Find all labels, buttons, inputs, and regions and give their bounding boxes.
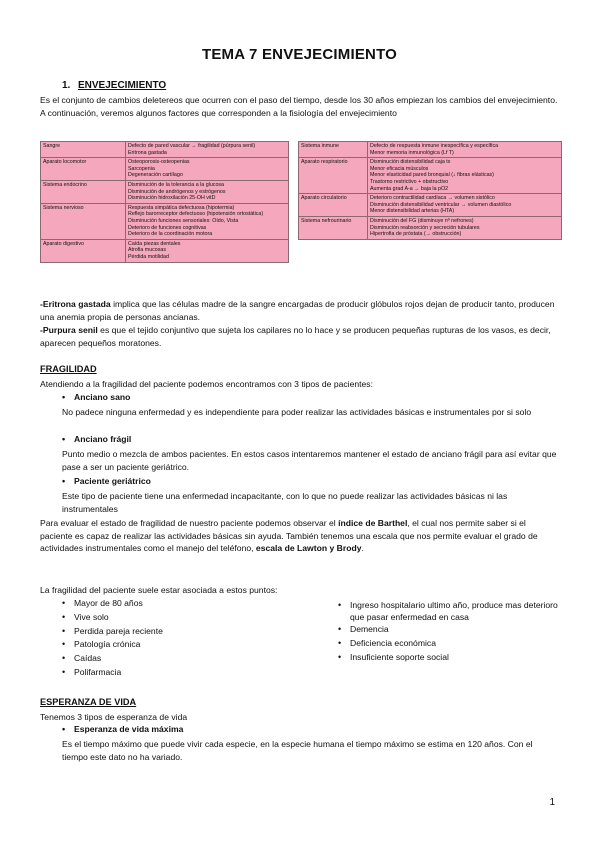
list-item-text: Mayor de 80 años	[74, 598, 143, 608]
list-item	[62, 625, 322, 639]
bullet-icon: •	[338, 624, 342, 634]
type-name: Paciente geriátrico	[74, 476, 151, 486]
table-row	[41, 180, 289, 203]
type-name: Anciano sano	[74, 392, 131, 402]
list-item	[62, 652, 322, 666]
bullet-icon: •	[62, 625, 66, 636]
table-row	[299, 142, 562, 158]
type-desc: Este tipo de paciente tiene una enfermedad incapacitante, con lo que no puede realizar las actividades básicas ni las instrumentales	[62, 491, 508, 514]
esperanza-intro: Tenemos 3 tipos de esperanza de vida	[40, 712, 188, 722]
effect-line: Menor eficacia músculos	[370, 165, 429, 172]
system-cell: Aparato respiratorio	[299, 158, 368, 194]
esperanza-item-name: Esperanza de vida máxima	[74, 724, 184, 734]
lawton-brody-term: escala de Lawton y Brody	[255, 543, 362, 553]
list-item-text: Deficiencia económica	[350, 637, 436, 648]
barthel-paragraph	[40, 517, 560, 555]
list-item	[338, 651, 560, 665]
document-title: TEMA 7 ENVEJECIMIENTO	[201, 46, 398, 63]
table-row	[299, 216, 562, 239]
effects-cell	[126, 239, 289, 262]
bullet-icon: •	[62, 666, 66, 677]
table-row	[41, 239, 289, 262]
effect-line: Disminución hidroxilación 25-OH vitD	[128, 195, 216, 202]
system-cell: Aparato locomotor	[41, 158, 126, 181]
section-title: ENVEJECIMIENTO	[78, 80, 167, 91]
effect-line: Disminución reabsorción y secreción tubulares	[370, 224, 480, 231]
effect-line: Atrofia mucosas	[128, 247, 166, 254]
esperanza-item	[62, 724, 183, 734]
bullet-icon: •	[62, 476, 66, 486]
effect-line: Defecto de respuesta inmune inespecífica y específica	[370, 143, 499, 149]
effect-line: Disminución distensibilidad ventricular → volumen diastólico	[370, 201, 512, 208]
bullet-icon: •	[62, 724, 66, 734]
effect-line: Menor elasticidad pared bronquial (↓ fibras elásticas)	[370, 172, 494, 179]
points-list-right	[338, 599, 560, 664]
definition-term: -Purpura senil	[40, 325, 98, 335]
list-item-text: Insuficiente soporte social	[350, 651, 449, 662]
list-item	[62, 666, 322, 680]
list-item	[62, 597, 322, 611]
effects-cell	[368, 142, 562, 158]
effect-line: Aumenta grad A-a → baja la pO2	[370, 185, 449, 192]
list-item-text: Patología crónica	[74, 639, 141, 650]
table-row	[299, 194, 562, 217]
definition-term: -Eritrona gastada	[40, 299, 111, 309]
effects-cell	[126, 158, 289, 181]
effect-line: Respuesta simpática defectuosa (hipotermia)	[128, 204, 235, 211]
section-number: 1.	[62, 80, 71, 91]
effect-line: Disminución funciones sensoriales: Oído, Vista	[128, 217, 239, 224]
bullet-icon: •	[338, 637, 342, 648]
heading-esperanza-de-vida: ESPERANZA DE VIDA	[40, 697, 137, 707]
effects-cell	[368, 194, 562, 217]
type-anciano-sano	[62, 392, 130, 402]
table-row	[41, 142, 289, 158]
effect-line: Menor distensibilidad arterias (HTA)	[370, 208, 455, 215]
effect-line: Osteoporosis-osteopenias	[128, 159, 190, 166]
effect-line: Caída piezas dentales	[128, 240, 181, 247]
effects-cell	[368, 216, 562, 239]
system-cell: Sistema nervioso	[41, 203, 126, 239]
definition-text: implica que las células madre de la sangre encargadas de producir glóbulos rojos dejan de producir tanto, producen una anemia propia de personas ancianas.	[40, 299, 555, 322]
type-anciano-fragil	[62, 434, 131, 444]
bullet-icon: •	[62, 653, 66, 664]
system-cell: Aparato digestivo	[41, 239, 126, 262]
list-item	[62, 638, 322, 652]
heading-fragilidad: FRAGILIDAD	[40, 364, 97, 374]
bullet-icon: •	[62, 392, 66, 402]
list-item-text: Polifarmacia	[74, 666, 122, 677]
effect-line: Pérdida motilidad	[128, 253, 169, 260]
page-number: 1	[549, 797, 555, 808]
type-desc: No padece ninguna enfermedad y es independiente para poder realizar las actividades básicas e instrumentales por si solo	[62, 407, 532, 417]
definition-eritrona	[40, 298, 560, 323]
effect-line: Disminución distensibilidad caja tx	[370, 159, 451, 166]
physiology-table-right	[298, 141, 562, 240]
system-cell: Sistema endocrino	[41, 180, 126, 203]
table-row	[41, 203, 289, 239]
effects-cell	[368, 158, 562, 194]
bullet-icon: •	[62, 434, 66, 444]
table-row	[41, 158, 289, 181]
effect-line: Hipertrofia de próstata (→ obstrucción)	[370, 231, 462, 238]
system-cell: Sangre	[41, 142, 126, 158]
effect-line: Degeneración cartílago	[128, 172, 183, 179]
effect-line: Menor memoria inmunológica (Lf T)	[370, 149, 454, 156]
bullet-icon: •	[338, 651, 342, 662]
barthel-index-term: índice de Barthel	[338, 518, 408, 528]
esperanza-desc: Es el tiempo máximo que puede vivir cada especie, en la especie humana el tiempo máximo se estima en 120 años. Con el tiempo este dato no ha variado.	[62, 739, 533, 762]
effect-line: Sarcopenia	[128, 165, 155, 172]
list-item-text: Ingreso hospitalario ultimo año, produce mas deterioro que pasar enfermedad en casa	[350, 600, 558, 622]
type-name: Anciano frágil	[74, 434, 132, 444]
effect-line: Deterioro de funciones cognitivas	[128, 224, 207, 231]
intro-paragraph: Es el conjunto de cambios deletereos que ocurren con el paso del tiempo, desde los 30 años empiezan los cambios del envejecimiento. A continuación, veremos algunos factores que corresponden a la fisiología del envejecimiento	[40, 95, 558, 118]
points-intro: La fragilidad del paciente suele estar asociada a estos puntos:	[40, 585, 278, 595]
barthel-text: Para evaluar el estado de fragilidad de nuestro paciente podemos observar el	[40, 518, 339, 528]
list-item-text: Caídas	[74, 653, 102, 664]
effects-cell	[126, 203, 289, 239]
barthel-text: .	[361, 543, 364, 553]
effect-line: Disminución de andrógenos y estrógenos	[128, 188, 226, 195]
list-item-text: Vive solo	[74, 611, 109, 622]
effect-line: Reflejo barorreceptor defectuoso (hipotensión ortostática)	[128, 211, 264, 218]
system-cell: Aparato circulatorio	[299, 194, 368, 217]
definition-purpura	[40, 324, 560, 349]
section-heading-envejecimiento	[62, 80, 166, 91]
physiology-table-left	[40, 141, 289, 263]
effect-line: Disminución de la tolerancia a la glucosa	[128, 181, 224, 188]
effects-cell	[126, 142, 289, 158]
bullet-icon: •	[62, 611, 66, 622]
list-item	[338, 623, 560, 637]
effect-line: Eritrona gastada	[128, 149, 167, 156]
list-item-text: Perdida pareja reciente	[74, 625, 163, 636]
effects-cell	[126, 180, 289, 203]
definition-text: es que el tejido conjuntivo que sujeta los capilares no lo hace y se producen pequeñas rupturas de los vasos, es decir, aparecen pequeños moratones.	[40, 325, 551, 348]
bullet-icon: •	[62, 639, 66, 650]
barthel-text: , el cual nos permite saber si el paciente es capaz de realizar las actividades básicas sin ayuda. También tenemos una escala que nos permite evaluar el grado de actividades instrumentales como el manejo del teléfono,	[40, 518, 538, 553]
effect-line: Deterioro de la coordinación motora	[128, 231, 213, 238]
type-paciente-geriatrico	[62, 476, 151, 486]
list-item-text: Demencia	[350, 624, 389, 634]
bullet-icon: •	[338, 600, 342, 610]
list-item	[338, 599, 560, 623]
effect-line: Disminución del FG (disminuye nº nefrones)	[370, 217, 474, 224]
system-cell: Sistema nefrourinario	[299, 216, 368, 239]
table-row	[299, 158, 562, 194]
fragilidad-intro: Atendiendo a la fragilidad del paciente podemos encontramos con 3 tipos de pacientes:	[40, 379, 373, 389]
list-item	[338, 637, 560, 651]
effect-line: Defecto de pared vascular → fragilidad (púrpura senil)	[128, 143, 256, 149]
effect-line: Trastorno restrictivo + obstructivo	[370, 178, 449, 185]
points-list-left	[62, 597, 322, 680]
effect-line: Deterioro contractilidad cardíaca → volumen sistólico	[370, 195, 495, 202]
list-item	[62, 611, 322, 625]
bullet-icon: •	[62, 598, 66, 608]
type-desc: Punto medio o mezcla de ambos pacientes. En estos casos intentaremos mantener el estado de anciano frágil para así evitar que pase a ser un paciente geriátrico.	[62, 449, 557, 472]
system-cell: Sistema inmune	[299, 142, 368, 158]
